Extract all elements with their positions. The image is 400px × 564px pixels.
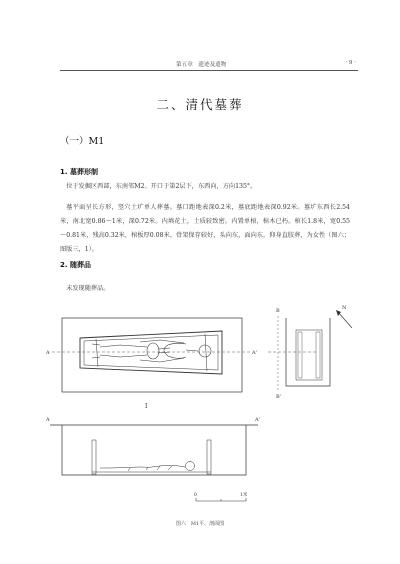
long-label-a-prime: A' [255, 417, 260, 423]
chapter-title: 第五章 遗迹及遗物 [176, 62, 227, 68]
north-label: N [342, 305, 347, 311]
figure-caption: 图六 M1平、剖面图 [175, 521, 225, 527]
plan-view [45, 318, 257, 410]
skeleton-plan [92, 340, 211, 362]
scale-bar [194, 491, 248, 501]
section-title: 二、清代墓葬 [156, 97, 244, 112]
scale-end-label: 1米 [240, 493, 248, 498]
long-label-a: A [46, 417, 50, 423]
section-label-b-prime: B' [276, 394, 282, 400]
north-arrow [336, 305, 352, 328]
heading-tomb-shape: 1. 墓葬形制 [60, 168, 98, 176]
section-label-b: B [276, 308, 280, 314]
skeleton-section [100, 462, 195, 472]
longitudinal-section-view [45, 417, 260, 475]
paragraph-description: 墓平面呈长方形，竖穴土圹单人葬墓。墓口距地表深0.2米，墓底距地表深0.92米。墓圹东西长2.54米，南北宽0.86～1米，深0.72米。内填花土，土质较致密。内置单棺，棺木已朽。棺长1.8米，宽0.55～0.81米，残高0.32米，棺板厚0.08米。骨架保存较好，头向东，面向东，仰身直肢葬，为女性（图六；图版三，1）。 [60, 204, 350, 253]
paragraph-burial-goods: 未发现随葬品。 [66, 285, 110, 292]
paragraph-location: 位于发掘区西部，东南邻M2。开口于第2层下，东西向，方向135°。 [66, 183, 257, 190]
page-number: · 9 · [345, 60, 356, 66]
subsection-title: （一）M1 [60, 136, 105, 147]
cross-section-view [268, 308, 330, 400]
plan-label-a: A [46, 350, 50, 356]
plan-section-marker: I [145, 403, 148, 410]
heading-burial-goods: 2. 随葬品 [60, 261, 91, 269]
scale-start-label: 0 [194, 493, 197, 498]
plan-label-a-prime: A' [252, 350, 257, 356]
